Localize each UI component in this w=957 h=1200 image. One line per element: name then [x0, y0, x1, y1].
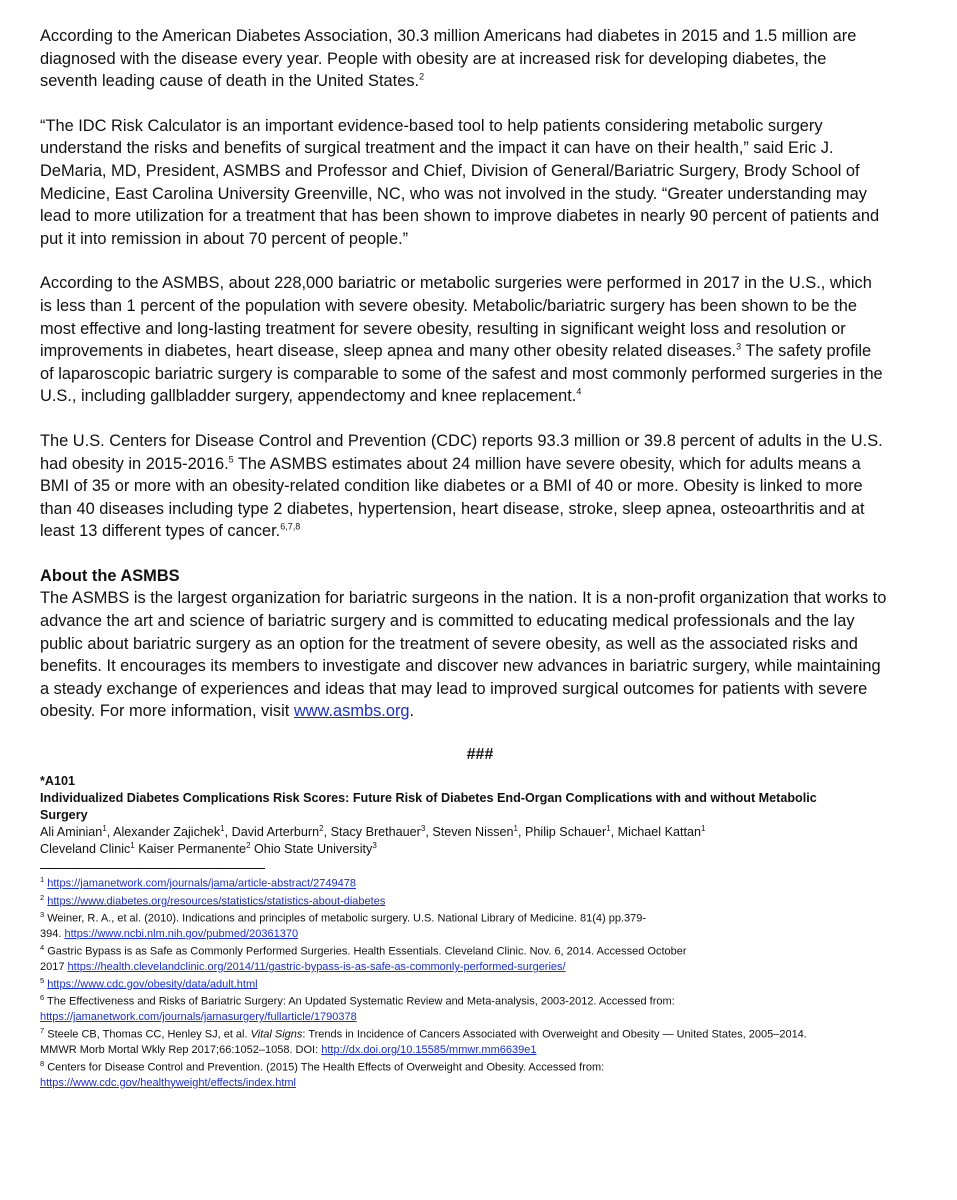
text-run: , Philip Schauer — [518, 825, 607, 840]
text-run: Ohio State University — [250, 842, 373, 857]
text-run: understand the risks and benefits of surgical treatment and the impact it can have on their health,” said Eric J. — [40, 139, 834, 158]
footnote-line — [40, 875, 920, 892]
paragraph-line — [40, 340, 920, 363]
text-run: Gastric Bypass is as Safe as Commonly Performed Surgeries. Health Essentials. Cleveland Clinic. Nov. 6, 2014. Accessed October — [44, 945, 687, 958]
footnote-divider — [40, 868, 265, 869]
text-run: The ASMBS estimates about 24 million have severe obesity, which for adults means a — [233, 454, 861, 473]
body-paragraphs — [40, 25, 920, 543]
text-run: , David Arterburn — [224, 825, 320, 840]
reference-link[interactable]: https://jamanetwork.com/journals/jamasurgery/fullarticle/1790378 — [40, 1011, 357, 1024]
text-run: , Alexander Zajichek — [106, 825, 221, 840]
about-heading: About the ASMBS — [40, 566, 180, 585]
abstract-title-line: Surgery — [40, 808, 88, 823]
text-run: According to the ASMBS, about 228,000 bariatric or metabolic surgeries were performed in 2017 in the U.S., which — [40, 274, 872, 293]
footnote-line — [40, 927, 920, 943]
text-run: public about bariatric surgery as an option for the treatment of severe obesity, as well as the associated risks and — [40, 634, 858, 653]
reference-superscript: 1 — [700, 824, 706, 834]
reference-superscript: 6,7,8 — [280, 521, 301, 532]
footnote-line — [40, 1026, 920, 1043]
reference-superscript: 2 — [319, 824, 324, 834]
authors-line — [40, 824, 920, 841]
text-run: is less than 1 percent of the population with severe obesity. Metabolic/bariatric surgery has been shown to be the — [40, 296, 857, 315]
reference-superscript: 5 — [40, 975, 45, 985]
footnote-line — [40, 1010, 920, 1026]
reference-superscript: 6 — [40, 992, 45, 1002]
text-run: than 40 diseases including type 2 diabetes, hypertension, heart disease, stroke, sleep apnea, osteoarthritis and at — [40, 499, 865, 518]
reference-link[interactable]: www.asmbs.org — [293, 702, 410, 721]
reference-superscript: 1 — [130, 841, 135, 851]
text-run: The ASMBS is the largest organization for bariatric surgeons in the nation. It is a non-profit organization that works to — [40, 589, 887, 608]
reference-superscript: 3 — [420, 824, 426, 834]
text-run: U.S., including gallbladder surgery, appendectomy and knee replacement. — [40, 387, 577, 406]
paragraph-line — [40, 520, 920, 543]
reference-superscript: 1 — [40, 875, 45, 885]
text-run: The safety profile — [741, 342, 872, 361]
reference-superscript: 7 — [40, 1025, 45, 1035]
footnote-line — [40, 960, 920, 976]
paragraph-line — [40, 475, 920, 498]
reference-superscript: 3 — [372, 841, 377, 851]
reference-link[interactable]: https://www.cdc.gov/obesity/data/adult.html — [47, 978, 258, 991]
footnotes — [40, 875, 920, 1091]
end-mark: ### — [466, 746, 494, 764]
reference-superscript: 8 — [40, 1058, 45, 1068]
paragraph-line — [40, 115, 920, 138]
paragraph-line — [40, 430, 920, 453]
paragraph-line — [40, 25, 920, 48]
about-line — [40, 678, 920, 701]
paragraph-line — [40, 160, 920, 183]
text-run: , Michael Kattan — [610, 825, 701, 840]
text-run: of laparoscopic bariatric surgery is comparable to some of the safest and most commonly performed surgeries in the — [40, 364, 883, 383]
text-run: Medicine, East Carolina University Greenville, NC, who was not involved in the study. “Greater understanding may — [40, 184, 867, 203]
abstract-block — [40, 773, 920, 858]
reference-superscript: 3 — [736, 341, 742, 352]
text-run: “The IDC Risk Calculator is an important evidence-based tool to help patients considering metabolic surgery — [40, 116, 823, 135]
reference-superscript: 1 — [220, 824, 225, 834]
footnote-line — [40, 910, 920, 927]
footnote-line — [40, 1043, 920, 1059]
italic-text: Vital Signs — [250, 1028, 303, 1041]
text-run: advance the art and science of bariatric surgery and is committed to educating medical professionals and the lay — [40, 612, 855, 631]
paragraph-line — [40, 385, 920, 408]
footnote-line — [40, 993, 920, 1010]
reference-link[interactable]: http://dx.doi.org/10.15585/mmwr.mm6639e1 — [321, 1043, 537, 1056]
text-run: had obesity in 2015-2016. — [40, 454, 229, 473]
reference-link[interactable]: https://www.cdc.gov/healthyweight/effects/index.html — [40, 1076, 296, 1089]
footnote-line — [40, 1059, 920, 1076]
paragraph-line — [40, 70, 920, 93]
text-run: Steele CB, Thomas CC, Henley SJ, et al. — [44, 1028, 251, 1041]
body-paragraph — [40, 115, 920, 251]
text-run: improvements in diabetes, heart disease, sleep apnea and many other obesity related diseases. — [40, 342, 737, 361]
reference-link[interactable]: https://jamanetwork.com/journals/jama/article-abstract/2749478 — [47, 878, 356, 891]
about-line — [40, 655, 920, 678]
reference-superscript: 5 — [228, 454, 234, 465]
about-line — [40, 633, 920, 656]
abstract-authors — [40, 824, 920, 841]
text-run: 2017 — [40, 961, 68, 973]
body-paragraph — [40, 430, 920, 543]
footnote-line — [40, 976, 920, 993]
reference-link[interactable]: https://www.ncbi.nlm.nih.gov/pubmed/20361370 — [64, 928, 299, 941]
text-run: a steady exchange of experiences and ideas that may lead to improved surgical outcomes for patients with severe — [40, 679, 868, 698]
reference-superscript: 1 — [102, 824, 107, 834]
text-run: seventh leading cause of death in the United States. — [40, 72, 420, 91]
body-paragraph — [40, 272, 920, 408]
text-run: , Stacy Brethauer — [323, 825, 421, 840]
paragraph-line — [40, 272, 920, 295]
paragraph-line — [40, 295, 920, 318]
text-run: BMI of 35 or more with an obesity-related condition like diabetes or a BMI of 40 or more. Obesity is linked to more — [40, 477, 863, 496]
text-run: most effective and long-lasting treatment for severe obesity, resulting in significant weight loss and resolution or — [40, 319, 846, 338]
paragraph-line — [40, 137, 920, 160]
text-run: Weiner, R. A., et al. (2010). Indications and principles of metabolic surgery. U.S. National Library of Medicine. 81(4) pp.379- — [44, 912, 647, 925]
reference-link[interactable]: https://www.diabetes.org/resources/statistics/statistics-about-diabetes — [47, 895, 386, 908]
reference-superscript: 1 — [606, 824, 611, 834]
reference-superscript: 1 — [513, 824, 518, 834]
reference-superscript: 4 — [40, 942, 45, 952]
text-run: Cleveland Clinic — [40, 842, 131, 857]
paragraph-line — [40, 318, 920, 341]
document-page — [40, 25, 920, 1091]
about-text — [40, 587, 920, 723]
paragraph-line — [40, 48, 920, 71]
paragraph-line — [40, 183, 920, 206]
text-run: : Trends in Incidence of Cancers Associated with Overweight and Obesity — United States, 2005–2014. — [302, 1028, 807, 1041]
reference-superscript: 2 — [419, 71, 425, 82]
text-run: According to the American Diabetes Association, 30.3 million Americans had diabetes in 2015 and 1.5 million are — [40, 27, 857, 45]
text-run: put it into remission in about 70 percent of people.” — [40, 229, 409, 248]
text-run: , Steven Nissen — [425, 825, 514, 840]
text-run: diagnosed with the disease every year. People with obesity are at increased risk for developing diabetes, the — [40, 49, 827, 68]
text-run: DeMaria, MD, President, ASMBS and Professor and Chief, Division of General/Bariatric Surgery, Brody School of — [40, 161, 860, 180]
abstract-id: *A101 — [40, 774, 76, 789]
text-run: obesity. For more information, visit — [40, 702, 294, 721]
about-line — [40, 700, 920, 723]
reference-link[interactable]: https://health.clevelandclinic.org/2014/11/gastric-bypass-is-as-safe-as-commonly-performed-surgeries/ — [67, 961, 566, 973]
about-section — [40, 565, 920, 723]
footnote-line — [40, 893, 920, 910]
paragraph-line — [40, 498, 920, 521]
text-run: The U.S. Centers for Disease Control and Prevention (CDC) reports 93.3 million or 39.8 percent of adults in the U.S. — [40, 431, 883, 450]
text-run: Kaiser Permanente — [134, 842, 247, 857]
footnote-line — [40, 943, 920, 960]
abstract-title-line: Individualized Diabetes Complications Risk Scores: Future Risk of Diabetes End-Organ Complications with and without Metabolic — [40, 791, 817, 806]
abstract-affiliations — [40, 841, 920, 858]
text-run: 394. — [40, 928, 65, 941]
text-run: Centers for Disease Control and Prevention. (2015) The Health Effects of Overweight and Obesity. Accessed from: — [44, 1061, 605, 1074]
paragraph-line — [40, 205, 920, 228]
text-run: least 13 different types of cancer. — [40, 522, 281, 541]
text-run: Ali Aminian — [40, 825, 103, 840]
about-line — [40, 610, 920, 633]
about-line — [40, 587, 920, 610]
paragraph-line — [40, 363, 920, 386]
paragraph-line — [40, 228, 920, 251]
reference-superscript: 3 — [40, 909, 45, 919]
text-run: . — [409, 702, 415, 721]
affiliations-line — [40, 841, 920, 858]
footnote-line — [40, 1076, 920, 1092]
reference-superscript: 4 — [576, 386, 582, 397]
text-run: MMWR Morb Mortal Wkly Rep 2017;66:1052–1058. DOI: — [40, 1043, 322, 1056]
text-run: The Effectiveness and Risks of Bariatric Surgery: An Updated Systematic Review and Meta-analysis, 2003-2012. Accessed from: — [44, 995, 675, 1008]
reference-superscript: 2 — [246, 841, 251, 851]
text-run: lead to more utilization for a treatment that has been shown to improve diabetes in nearly 90 percent of patients and — [40, 207, 880, 226]
text-run: benefits. It encourages its members to investigate and discover new advances in bariatric surgery, while maintaining — [40, 657, 881, 676]
body-paragraph — [40, 25, 920, 93]
paragraph-line — [40, 453, 920, 476]
reference-superscript: 2 — [40, 892, 45, 902]
